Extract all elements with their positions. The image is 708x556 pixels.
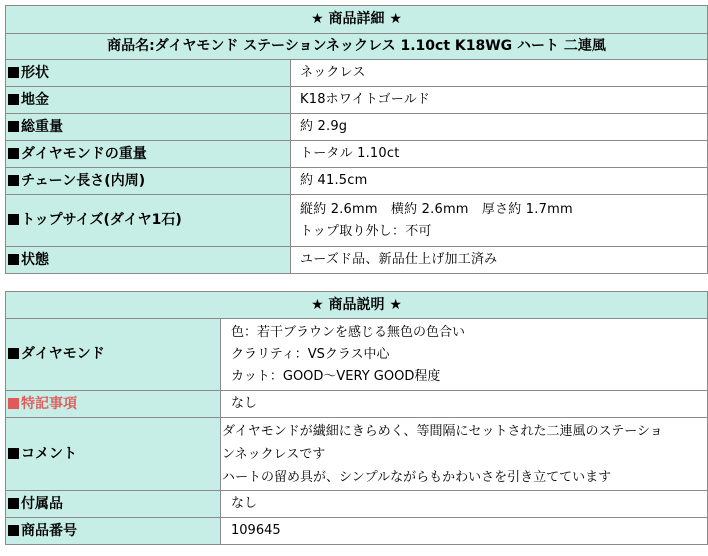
product-name: 商品名:ダイヤモンド ステーションネックレス 1.10ct K18WG ハート 二連風: [6, 34, 708, 60]
detail-value-metal: K18ホワイトゴールド: [291, 87, 708, 114]
bullet-square-icon: [8, 214, 19, 225]
description-value-accessories: なし: [221, 491, 708, 518]
detail-value-total-weight: 約 2.9g: [291, 114, 708, 141]
description-value-notice: なし: [221, 391, 708, 418]
description-value-comment-line1: ダイヤモンドが繊細にきらめく、等間隔にセットされた二連風のステーショ: [222, 423, 663, 439]
description-header: ★ 商品説明 ★: [6, 292, 708, 319]
bullet-square-icon: [8, 448, 19, 459]
description-value-cut: カット：GOOD～VERY GOOD程度: [231, 368, 441, 384]
detail-row-diamond-weight: [6, 141, 708, 168]
detail-row-chain-length: [6, 168, 708, 195]
description-row-diamond: [6, 319, 708, 391]
detail-row-total-weight: [6, 114, 708, 141]
detail-value-top-size-removable: トップ取り外し：不可: [300, 223, 432, 239]
detail-row-metal: [6, 87, 708, 114]
detail-value-shape: ネックレス: [291, 60, 708, 87]
bullet-square-icon: [8, 148, 19, 159]
bullet-square-icon: [8, 67, 19, 78]
description-label-item-number: 商品番号: [21, 522, 77, 539]
description-row-accessories: [6, 491, 708, 518]
detail-label-shape: 形状: [21, 64, 49, 81]
detail-value-condition: ユーズド品、新品仕上げ加工済み: [291, 247, 708, 274]
product-details-table: [5, 5, 708, 274]
detail-row-condition: [6, 247, 708, 274]
detail-row-top-size: [6, 195, 708, 247]
description-row-comment: [6, 418, 708, 491]
description-label-accessories: 付属品: [21, 495, 63, 512]
detail-value-diamond-weight: トータル 1.10ct: [291, 141, 708, 168]
detail-label-chain-length: チェーン長さ(内周): [21, 172, 146, 189]
description-value-comment-line2: ンネックレスです: [222, 446, 326, 462]
detail-label-diamond-weight: ダイヤモンドの重量: [21, 145, 147, 162]
detail-value-top-size-dimensions: 縦約 2.6mm 横約 2.6mm 厚さ約 1.7mm: [300, 201, 573, 217]
description-value-item-number: 109645: [221, 518, 708, 545]
bullet-square-icon: [8, 121, 19, 132]
description-label-diamond: ダイヤモンド: [21, 346, 105, 363]
bullet-square-icon: [8, 398, 19, 409]
description-label-notice: 特記事項: [21, 395, 77, 412]
description-value-comment-line3: ハートの留め具が、シンプルながらもかわいさを引き立てています: [222, 469, 612, 485]
detail-label-metal: 地金: [21, 91, 49, 108]
description-value-color: 色：若干ブラウンを感じる無色の色合い: [231, 324, 466, 340]
description-label-comment: コメント: [21, 445, 77, 462]
details-header: ★ 商品詳細 ★: [6, 6, 708, 34]
description-row-notice: [6, 391, 708, 418]
bullet-square-icon: [8, 94, 19, 105]
description-row-item-number: [6, 518, 708, 545]
description-value-clarity: クラリティ：VSクラス中心: [231, 346, 390, 362]
detail-value-chain-length: 約 41.5cm: [291, 168, 708, 195]
detail-label-total-weight: 総重量: [21, 118, 63, 135]
bullet-square-icon: [8, 498, 19, 509]
product-description-table: [5, 291, 708, 545]
bullet-square-icon: [8, 254, 19, 265]
bullet-square-icon: [8, 348, 19, 359]
bullet-square-icon: [8, 175, 19, 186]
detail-label-top-size: トップサイズ(ダイヤ1石): [21, 212, 182, 229]
detail-row-shape: [6, 60, 708, 87]
detail-label-condition: 状態: [21, 251, 49, 268]
bullet-square-icon: [8, 525, 19, 536]
